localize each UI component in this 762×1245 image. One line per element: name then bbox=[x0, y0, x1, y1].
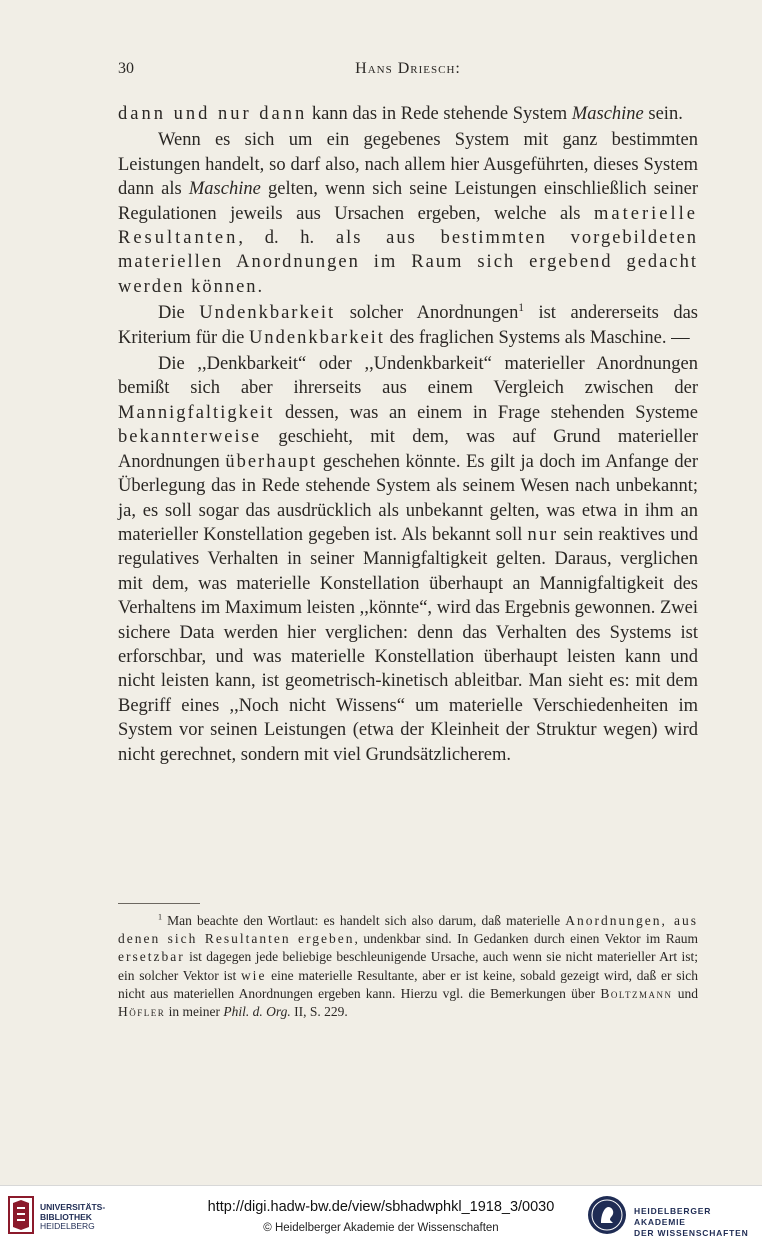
paragraph-2 bbox=[118, 128, 698, 299]
text-run: sein. bbox=[643, 104, 683, 124]
running-title: Hans Driesch: bbox=[355, 60, 461, 77]
page-number: 30 bbox=[118, 60, 134, 77]
copyright-notice: © Heidelberger Akademie der Wissenschaften bbox=[263, 1222, 499, 1234]
text-run: ist dagegen jede beliebige beschleunigende Ursache, auch wenn sie nicht materieller Art ist; ein solcher Vektor ist bbox=[118, 949, 698, 983]
text-run: , d. h. bbox=[238, 228, 336, 249]
spaced-text: als aus bestimmten vorgebildeten materiellen Anordnungen im Raum sich ergebend gedacht werden können bbox=[118, 228, 698, 297]
spaced-text: Mannigfaltigkeit bbox=[118, 402, 275, 423]
text-run: Die bbox=[158, 303, 200, 324]
permalink-url[interactable]: http://digi.hadw-bw.de/view/sbhadwphkl_1918_3/0030 bbox=[207, 1199, 555, 1215]
text-run: solcher Anordnungen bbox=[335, 303, 519, 324]
footnote-paragraph bbox=[118, 912, 698, 1021]
spaced-text: wie bbox=[240, 967, 267, 983]
text-run: geschehen könnte. Es gilt ja doch im Anfange der Überlegung das in Rede stehende System als seinem Wesen nach unbekannt; ja, es soll sogar das ausdrücklich als unbekannt gelten, was etwa in ihm an materieller Konstellation gegeben ist. Als bekannt soll bbox=[118, 451, 698, 545]
text-run: ist andererseits das Kriterium für die bbox=[118, 303, 698, 348]
spaced-text: materielle Resultanten bbox=[118, 203, 698, 249]
text-run: kann das in Rede stehende System bbox=[307, 104, 572, 124]
text-run: in meiner bbox=[165, 1004, 224, 1020]
spaced-text: dann und nur dann bbox=[118, 104, 308, 124]
text-run: II, S. 229. bbox=[290, 1004, 348, 1020]
text-run: des fraglichen Systems als Maschine. — bbox=[384, 327, 690, 348]
spaced-text: Undenkbarkeit bbox=[249, 327, 385, 348]
text-run: Man beachte den Wortlaut: es handelt sich also darum, daß materielle bbox=[162, 913, 566, 928]
logo-line: UNIVERSITÄTS- bbox=[40, 1202, 106, 1212]
logo-line: DER WISSENSCHAFTEN bbox=[634, 1228, 749, 1238]
text-run: eine materielle Resultante, aber er ist keine, sobald gezeigt wird, daß er sich nicht aus materiellen Anordnungen ergeben kann. Hierzu vgl. die Bemerkungen über bbox=[118, 967, 698, 1001]
text-run: sein reaktives und regulatives Verhalten in seiner Mannigfaltigkeit gelten. Daraus, verglichen mit dem, was materielle Konstellation überhaupt an Mannigfaltigkeit des Verhaltens im Maximum leisten ,,könnte“, wird das Ergebnis gewonnen. Zwei sichere Data werden hier verglichen: denn das Verhalten des Systems ist erforschbar, und was materielle Konstellation überhaupt leisten kann und nicht leisten kann, ist geometrisch-kinetisch ableitbar. Man sieht es: mit dem Begriff eines ,,Noch nicht Wissens“ um materielle Verschiedenheiten im System vor seinen Leistungen (etwa der Kleinheit der Struktur wegen) wird nicht gerechnet, sondern mit viel Grundsätzlicherem. bbox=[118, 524, 698, 765]
author-name: Höfler bbox=[118, 1004, 166, 1020]
footnote-reference: 1 bbox=[518, 302, 524, 315]
italic-text: Maschine bbox=[188, 179, 261, 200]
academy-seal-icon bbox=[587, 1195, 627, 1235]
text-run: Die ,,Denkbarkeit“ oder ,,Undenkbarkeit“ materieller Anordnungen bemißt sich aber ihrerseits aus einem Vergleich zwischen der bbox=[118, 354, 698, 399]
academy-name bbox=[634, 1206, 762, 1239]
spaced-text: ersetzbar bbox=[118, 949, 185, 965]
spaced-text: Anordnungen, aus denen sich Resultanten ergeben bbox=[118, 913, 698, 947]
page-header bbox=[118, 60, 698, 86]
text-run: dessen, was an einem in Frage stehenden Systeme bbox=[274, 402, 698, 423]
spaced-text: nur bbox=[527, 524, 559, 545]
text-run: , undenkbar sind. In Gedanken durch einen Vektor im Raum bbox=[354, 931, 698, 947]
spaced-text: bekannterweise bbox=[118, 427, 262, 448]
logo-line: BIBLIOTHEK bbox=[40, 1211, 92, 1222]
paragraph-1 bbox=[118, 102, 698, 126]
viewer-footer bbox=[0, 1185, 762, 1245]
footnote bbox=[118, 912, 698, 1021]
author-name: Boltzmann bbox=[600, 985, 673, 1001]
logo-line: HEIDELBERG bbox=[40, 1221, 95, 1231]
spaced-text: Undenkbarkeit bbox=[199, 303, 336, 324]
footnote-mark: 1 bbox=[158, 912, 163, 922]
text-run: . bbox=[257, 276, 263, 297]
text-run: gelten, wenn sich seine Leistungen einschließlich seiner Regulationen jeweils aus Ursachen ergeben, welche als bbox=[118, 179, 698, 224]
text-run: und bbox=[672, 985, 699, 1001]
text-run: Wenn es sich um ein gegebenes System mit ganz bestimmten Leistungen handelt, so darf also, nach allem hier Ausgeführten, dieses System dann als bbox=[118, 130, 698, 200]
paragraph-4 bbox=[118, 352, 698, 767]
italic-text: Maschine bbox=[571, 104, 644, 124]
spaced-text: überhaupt bbox=[225, 451, 318, 472]
logo-line: HEIDELBERGER AKADEMIE bbox=[634, 1206, 712, 1227]
italic-text: Phil. d. Org. bbox=[223, 1004, 291, 1020]
main-text bbox=[118, 102, 698, 767]
paragraph-3 bbox=[118, 301, 698, 350]
text-run: geschieht, mit dem, was auf Grund materieller Anordnungen bbox=[118, 427, 698, 472]
footnote-divider bbox=[118, 903, 200, 904]
